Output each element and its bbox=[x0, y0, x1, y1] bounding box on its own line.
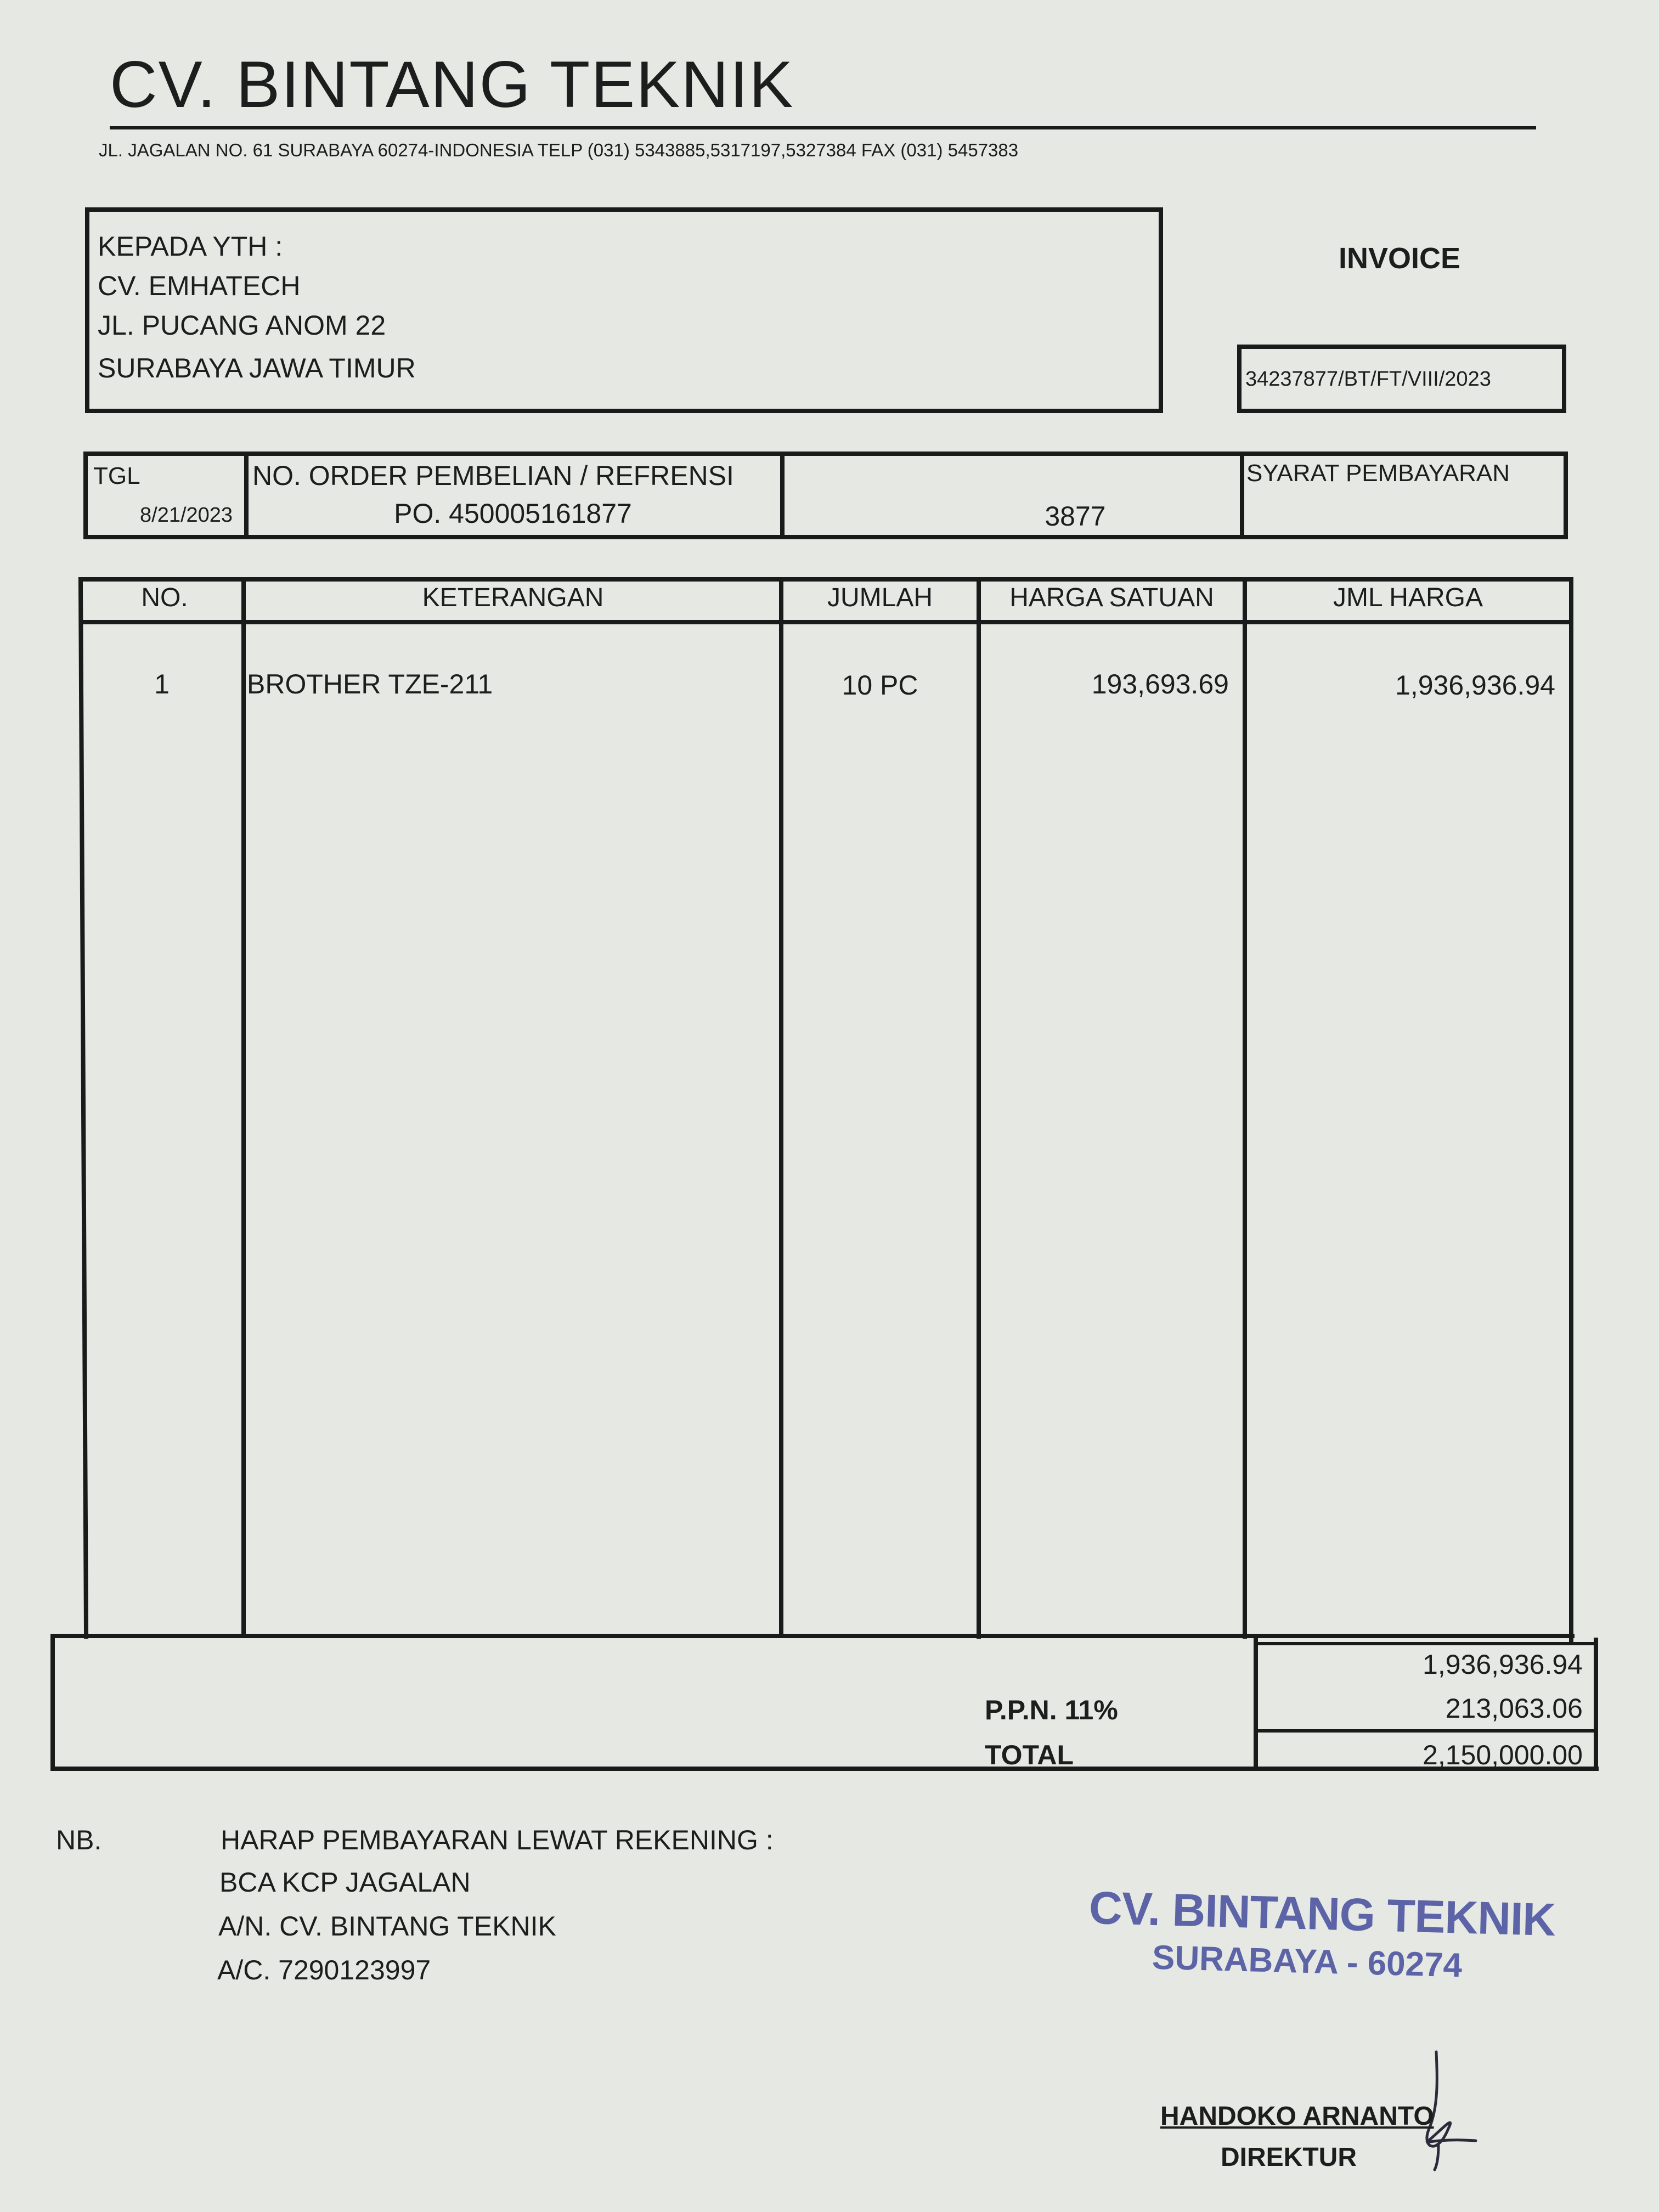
info-divider bbox=[244, 452, 249, 539]
totals-rule bbox=[1254, 1642, 1598, 1645]
totals-divider bbox=[1254, 1638, 1258, 1770]
totals-top-rule bbox=[52, 1634, 1575, 1638]
table-divider bbox=[779, 577, 783, 1636]
company-name: CV. BINTANG TEKNIK bbox=[110, 48, 794, 121]
col-header-desc: KETERANGAN bbox=[422, 583, 604, 612]
totals-rule bbox=[1254, 1729, 1598, 1733]
order-label: NO. ORDER PEMBELIAN / REFRENSI bbox=[252, 460, 734, 491]
total-value: 2,150,000.00 bbox=[1423, 1740, 1583, 1770]
table-header-rule bbox=[81, 620, 1571, 624]
signer-name: HANDOKO ARNANTO bbox=[1160, 2102, 1434, 2131]
row-qty: 10 PC bbox=[842, 670, 918, 701]
total-label: TOTAL bbox=[985, 1740, 1074, 1770]
subtotal-value: 1,936,936.94 bbox=[1423, 1649, 1583, 1680]
signer-title: DIREKTUR bbox=[1221, 2143, 1357, 2172]
table-right-border bbox=[1569, 577, 1573, 1644]
reference-value: 3877 bbox=[1045, 501, 1106, 532]
col-header-qty: JUMLAH bbox=[827, 583, 933, 612]
terms-label: SYARAT PEMBAYARAN bbox=[1246, 460, 1510, 487]
company-stamp: CV. BINTANG TEKNIK bbox=[1088, 1881, 1556, 1946]
row-no: 1 bbox=[154, 669, 170, 699]
totals-left-border bbox=[50, 1634, 55, 1771]
table-top-rule bbox=[81, 577, 1571, 582]
date-value: 8/21/2023 bbox=[140, 504, 233, 527]
invoice-number: 34237877/BT/FT/VIII/2023 bbox=[1245, 368, 1491, 391]
col-header-unit: HARGA SATUAN bbox=[1009, 583, 1214, 612]
col-header-amount: JML HARGA bbox=[1333, 583, 1483, 612]
info-divider bbox=[780, 452, 785, 539]
recipient-street: JL. PUCANG ANOM 22 bbox=[98, 310, 386, 341]
recipient-label: KEPADA YTH : bbox=[98, 231, 283, 262]
info-divider bbox=[1240, 452, 1244, 539]
row-unit-price: 193,693.69 bbox=[1091, 669, 1229, 699]
table-left-border bbox=[78, 577, 88, 1639]
company-address: JL. JAGALAN NO. 61 SURABAYA 60274-INDONESIA TELP (031) 5343885,5317197,5327384 FAX (031) 5457383 bbox=[99, 140, 1019, 160]
recipient-city: SURABAYA JAWA TIMUR bbox=[98, 353, 416, 383]
row-amount: 1,936,936.94 bbox=[1395, 670, 1555, 701]
invoice-title: INVOICE bbox=[1339, 242, 1461, 275]
notes-label: NB. bbox=[56, 1825, 102, 1855]
row-desc: BROTHER TZE-211 bbox=[247, 669, 493, 699]
header-rule bbox=[110, 126, 1536, 129]
order-value: PO. 450005161877 bbox=[394, 498, 632, 529]
col-header-no: NO. bbox=[141, 583, 188, 612]
tax-label: P.P.N. 11% bbox=[985, 1695, 1118, 1725]
notes-line-4: A/C. 7290123997 bbox=[217, 1955, 431, 1985]
date-label: TGL bbox=[93, 462, 140, 489]
table-divider bbox=[977, 577, 981, 1639]
table-divider bbox=[241, 577, 246, 1636]
recipient-name: CV. EMHATECH bbox=[98, 270, 301, 301]
notes-line-3: A/N. CV. BINTANG TEKNIK bbox=[218, 1911, 556, 1942]
notes-line-2: BCA KCP JAGALAN bbox=[219, 1867, 471, 1898]
totals-right-border bbox=[1594, 1638, 1598, 1770]
tax-value: 213,063.06 bbox=[1445, 1693, 1583, 1724]
company-stamp-city: SURABAYA - 60274 bbox=[1152, 1938, 1463, 1985]
notes-line-1: HARAP PEMBAYARAN LEWAT REKENING : bbox=[221, 1825, 774, 1855]
table-divider bbox=[1243, 577, 1247, 1639]
